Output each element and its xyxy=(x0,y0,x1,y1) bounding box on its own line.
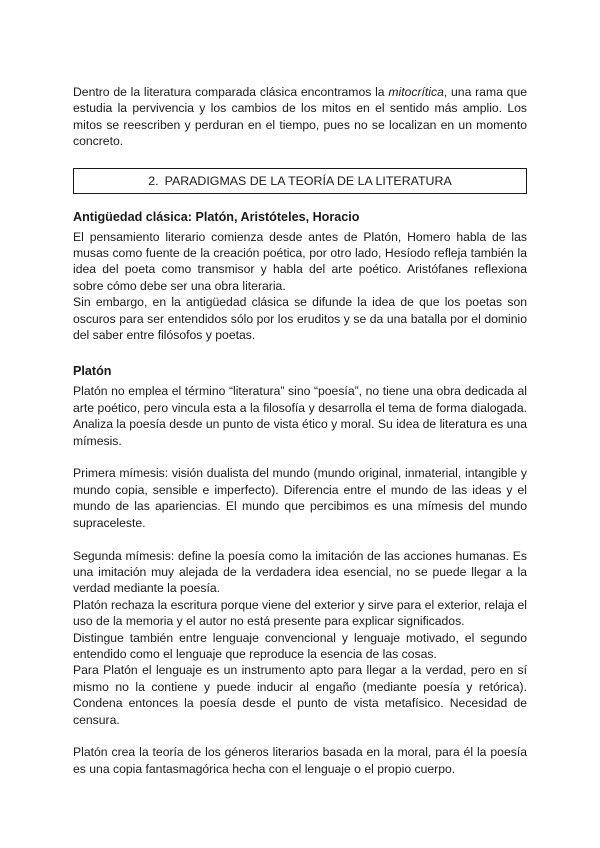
platon-paragraph-4: Platón rechaza la escritura porque viene del exterior y sirve para el exterior, relaja el uso de la memoria y el autor no está presente para explicar significados. xyxy=(73,597,527,629)
platon-paragraph-3: Segunda mímesis: define la poesía como la imitación de las acciones humanas. Es una imitación muy alejada de la verdadera idea esencial, no se puede llegar a la verdad mediante la poesía. xyxy=(73,548,527,596)
platon-paragraph-6: Para Platón el lenguaje es un instrumento apto para llegar a la verdad, pero en sí mismo no la contiene y puede inducir al engaño (mediante poesía y retórica). Condena entonces la poesía desde el punto de vista metafísico. Necesidad de censura. xyxy=(73,663,527,727)
platon-paragraph-7: Platón crea la teoría de los géneros literarios basada en la moral, para él la poesía es una copia fantasmagórica hecha con el lenguaje o el propio cuerpo. xyxy=(73,745,527,776)
intro-text-after: , una rama que estudia la pervivencia y los cambios de los mitos en el sentido más amplio. Los mitos se reescriben y perduran en el tiempo, pues no se localizan en un momento concreto. xyxy=(73,85,527,149)
platon-section xyxy=(73,363,527,777)
intro-text-before: Dentro de la literatura comparada clásica encontramos la xyxy=(73,85,389,99)
document-page xyxy=(73,84,527,777)
platon-paragraph-5: Distingue también entre lenguaje convencional y lenguaje motivado, el segundo entendido como el lenguaje que reproduce la esencia de las cosas. xyxy=(73,630,527,661)
platon-paragraph-2: Primera mímesis: visión dualista del mundo (mundo original, inmaterial, intangible y mundo copia, sensible e imperfecto). Diferencia entre el mundo de las ideas y el mundo de las apariencias. El mundo que percibimos es una mímesis del mundo supraceleste. xyxy=(73,466,527,530)
platon-paragraph-1: Platón no emplea el término “literatura” sino “poesía”, no tiene una obra dedicada al arte poético, pero vincula esta a la filosofía y desarrolla el tema de forma dialogada. Analiza la poesía desde un punto de vista ético y moral. Su idea de literatura es una mímesis. xyxy=(73,384,527,448)
intro-emphasis: mitocrítica xyxy=(388,85,444,99)
antiguedad-paragraph-2: Sin embargo, en la antigüedad clásica se difunde la idea de que los poetas son oscuros para ser entendidos sólo por los eruditos y se da una batalla por el dominio del saber entre filósofos y poetas. xyxy=(73,295,527,343)
paragraph-gap xyxy=(73,728,527,744)
section-title: PARADIGMAS DE LA TEORÍA DE LA LITERATURA xyxy=(164,173,452,188)
platon-heading: Platón xyxy=(73,364,112,379)
paragraph-gap xyxy=(73,449,527,465)
antiguedad-paragraph-1: El pensamiento literario comienza desde antes de Platón, Homero habla de las musas como fuente de la creación poética, por otro lado, Hesíodo refleja también la idea del poeta como transmisor y habla del arte poético. Aristófanes reflexiona sobre cómo debe ser una obra literaria. xyxy=(73,229,527,293)
section-number: 2. xyxy=(148,173,159,188)
paragraph-gap xyxy=(73,531,527,547)
antiguedad-heading: Antigüedad clásica: Platón, Aristóteles, Horacio xyxy=(73,209,360,224)
section-title-box xyxy=(73,168,527,194)
antiguedad-section xyxy=(73,209,527,344)
intro-paragraph xyxy=(73,84,527,150)
